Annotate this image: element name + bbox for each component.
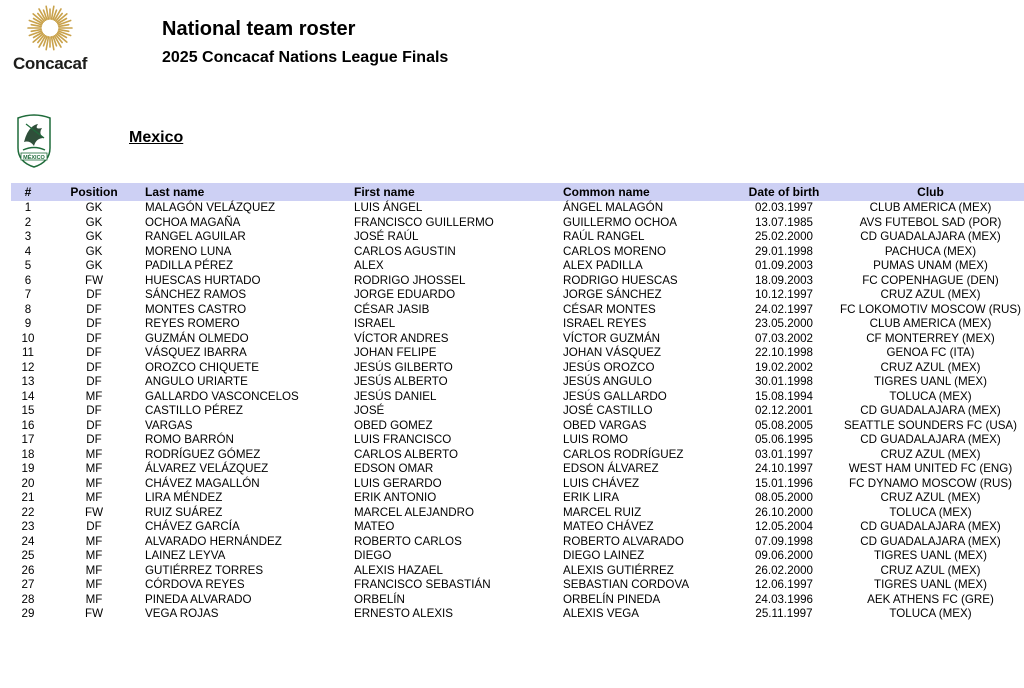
player-position: MF xyxy=(85,447,103,461)
player-first-name: CARLOS ALBERTO xyxy=(354,447,458,461)
player-position: FW xyxy=(84,505,104,519)
player-last-name: LIRA MÉNDEZ xyxy=(145,491,223,504)
player-first-name: EDSON OMAR xyxy=(354,462,434,475)
player-first-name: LUIS ÁNGEL xyxy=(354,201,423,214)
player-first-name: JOHAN FELIPE xyxy=(354,346,437,359)
player-date-of-birth: 07.09.1998 xyxy=(754,534,814,548)
player-date-of-birth: 01.09.2003 xyxy=(754,259,814,272)
player-club: FC DYNAMO MOSCOW (RUS) xyxy=(849,476,1012,490)
player-position: MF xyxy=(85,462,103,475)
player-last-name: GALLARDO VASCONCELOS xyxy=(145,389,299,403)
player-first-name: ISRAEL xyxy=(354,317,396,330)
player-first-name: LUIS GERARDO xyxy=(354,476,442,490)
table-row xyxy=(11,419,1024,434)
table-row xyxy=(11,346,1024,361)
player-common-name: EDSON ÁLVAREZ xyxy=(563,462,659,475)
player-date-of-birth: 02.03.1997 xyxy=(754,201,814,214)
player-club: CRUZ AZUL (MEX) xyxy=(880,360,981,374)
player-date-of-birth: 08.05.2000 xyxy=(754,491,814,504)
player-last-name: MORENO LUNA xyxy=(145,244,232,258)
table-row xyxy=(11,448,1024,463)
player-number: 6 xyxy=(24,273,32,287)
player-number: 9 xyxy=(24,317,32,330)
player-first-name: ERIK ANTONIO xyxy=(354,491,437,504)
player-last-name: GUZMÁN OLMEDO xyxy=(145,331,249,345)
player-position: GK xyxy=(85,244,103,258)
player-last-name: PADILLA PÉREZ xyxy=(145,259,234,272)
player-number: 16 xyxy=(21,418,35,432)
player-number: 10 xyxy=(21,331,35,345)
player-last-name: CHÁVEZ MAGALLÓN xyxy=(145,476,260,490)
player-last-name: ROMO BARRÓN xyxy=(145,433,234,446)
concacaf-logo xyxy=(8,4,92,76)
player-date-of-birth: 25.02.2000 xyxy=(754,230,814,243)
player-common-name: DIEGO LAINEZ xyxy=(563,549,645,562)
player-common-name: CÉSAR MONTES xyxy=(563,302,656,316)
player-common-name: MATEO CHÁVEZ xyxy=(563,520,654,533)
player-first-name: JOSÉ xyxy=(354,404,385,417)
player-number: 4 xyxy=(24,244,32,258)
table-row xyxy=(11,288,1024,303)
player-common-name: MARCEL RUIZ xyxy=(563,505,642,519)
player-first-name: JESÚS DANIEL xyxy=(354,389,437,403)
table-row xyxy=(11,593,1024,608)
player-date-of-birth: 24.02.1997 xyxy=(754,302,814,316)
player-club: FC COPENHAGUE (DEN) xyxy=(862,273,999,287)
player-position: DF xyxy=(86,302,102,316)
player-position: MF xyxy=(85,491,103,504)
table-row xyxy=(11,477,1024,492)
player-position: DF xyxy=(86,404,102,417)
player-date-of-birth: 12.05.2004 xyxy=(754,520,814,533)
player-date-of-birth: 25.11.1997 xyxy=(755,607,813,620)
player-position: DF xyxy=(86,418,102,432)
player-last-name: CÓRDOVA REYES xyxy=(145,578,245,591)
player-number: 5 xyxy=(24,259,32,272)
player-common-name: RODRIGO HUESCAS xyxy=(563,273,678,287)
player-club: TIGRES UANL (MEX) xyxy=(874,375,987,388)
player-club: TOLUCA (MEX) xyxy=(889,505,972,519)
table-row xyxy=(11,607,1024,622)
player-common-name: LUIS CHÁVEZ xyxy=(563,476,640,490)
player-number: 7 xyxy=(24,288,32,301)
table-row xyxy=(11,462,1024,477)
player-number: 13 xyxy=(21,375,35,388)
player-number: 19 xyxy=(21,462,35,475)
player-common-name: JESÚS OROZCO xyxy=(563,360,655,374)
player-first-name: FRANCISCO GUILLERMO xyxy=(354,215,494,229)
player-position: FW xyxy=(84,607,104,620)
player-number: 2 xyxy=(24,215,32,229)
player-number: 21 xyxy=(21,491,35,504)
player-position: MF xyxy=(85,592,103,606)
player-position: MF xyxy=(85,578,103,591)
player-first-name: ROBERTO CARLOS xyxy=(354,534,462,548)
team-name: Mexico xyxy=(129,129,184,146)
player-common-name: ÁNGEL MALAGÓN xyxy=(563,201,664,214)
player-club: CRUZ AZUL (MEX) xyxy=(880,288,981,301)
player-last-name: HUESCAS HURTADO xyxy=(145,273,261,287)
player-first-name: JORGE EDUARDO xyxy=(354,288,456,301)
player-number: 18 xyxy=(21,447,35,461)
table-row xyxy=(11,245,1024,260)
player-common-name: VÍCTOR GUZMÁN xyxy=(563,331,661,345)
table-row xyxy=(11,216,1024,231)
player-first-name: ALEX xyxy=(354,259,384,272)
player-date-of-birth: 24.03.1996 xyxy=(754,592,814,606)
player-position: GK xyxy=(85,215,103,229)
player-position: GK xyxy=(85,201,103,214)
player-common-name: ALEXIS VEGA xyxy=(563,607,640,620)
player-number: 11 xyxy=(21,346,35,359)
table-row xyxy=(11,433,1024,448)
sun-emblem-icon xyxy=(26,4,74,52)
player-first-name: JOSÉ RAÚL xyxy=(354,230,419,243)
player-last-name: PINEDA ALVARADO xyxy=(145,592,252,606)
player-last-name: RODRÍGUEZ GÓMEZ xyxy=(145,447,261,461)
player-last-name: CHÁVEZ GARCÍA xyxy=(145,520,240,533)
table-row xyxy=(11,230,1024,245)
player-common-name: JESÚS ANGULO xyxy=(563,375,652,388)
player-number: 3 xyxy=(24,230,32,243)
player-position: DF xyxy=(86,360,102,374)
table-row xyxy=(11,259,1024,274)
table-row xyxy=(11,491,1024,506)
player-club: SEATTLE SOUNDERS FC (USA) xyxy=(843,418,1018,432)
player-last-name: MONTES CASTRO xyxy=(145,302,247,316)
player-club: AVS FUTEBOL SAD (POR) xyxy=(859,215,1002,229)
player-club: CD GUADALAJARA (MEX) xyxy=(860,404,1001,417)
player-last-name: LAINEZ LEYVA xyxy=(145,549,226,562)
player-club: CLUB AMERICA (MEX) xyxy=(869,201,992,214)
player-number: 15 xyxy=(21,404,35,417)
table-header-row xyxy=(11,183,1024,201)
player-first-name: MARCEL ALEJANDRO xyxy=(354,505,475,519)
player-number: 17 xyxy=(21,433,35,446)
player-common-name: JOHAN VÁSQUEZ xyxy=(563,346,661,359)
player-club: AEK ATHENS FC (GRE) xyxy=(867,592,994,606)
player-last-name: OCHOA MAGAÑA xyxy=(145,215,241,229)
player-common-name: JORGE SÁNCHEZ xyxy=(563,288,662,301)
table-row xyxy=(11,535,1024,550)
table-row xyxy=(11,317,1024,332)
player-date-of-birth: 05.06.1995 xyxy=(754,433,814,446)
player-first-name: DIEGO xyxy=(354,549,392,562)
player-common-name: ORBELÍN PINEDA xyxy=(563,592,661,606)
player-first-name: ORBELÍN xyxy=(354,592,405,606)
table-row xyxy=(11,303,1024,318)
player-date-of-birth: 26.02.2000 xyxy=(754,563,814,577)
player-date-of-birth: 23.05.2000 xyxy=(754,317,814,330)
player-club: FC LOKOMOTIV MOSCOW (RUS) xyxy=(840,302,1021,316)
column-header-date-of-birth: Date of birth xyxy=(733,183,835,201)
player-common-name: ALEX PADILLA xyxy=(563,259,643,272)
player-number: 20 xyxy=(21,476,35,490)
table-row xyxy=(11,390,1024,405)
player-date-of-birth: 07.03.2002 xyxy=(754,331,814,345)
player-date-of-birth: 22.10.1998 xyxy=(754,346,814,359)
player-date-of-birth: 05.08.2005 xyxy=(754,418,814,432)
player-last-name: ÁLVAREZ VELÁZQUEZ xyxy=(145,462,269,475)
player-last-name: VÁSQUEZ IBARRA xyxy=(145,346,247,359)
player-date-of-birth: 24.10.1997 xyxy=(754,462,814,475)
player-common-name: ROBERTO ALVARADO xyxy=(563,534,684,548)
player-position: MF xyxy=(85,476,103,490)
table-row xyxy=(11,520,1024,535)
page-title: National team roster xyxy=(162,18,356,40)
player-first-name: CÉSAR JASIB xyxy=(354,302,430,316)
player-first-name: MATEO xyxy=(354,520,395,533)
player-club: CRUZ AZUL (MEX) xyxy=(880,563,981,577)
player-common-name: ISRAEL REYES xyxy=(563,317,647,330)
player-number: 8 xyxy=(24,302,32,316)
table-row xyxy=(11,274,1024,289)
roster-table xyxy=(11,183,1024,622)
player-club: WEST HAM UNITED FC (ENG) xyxy=(848,462,1013,475)
player-number: 23 xyxy=(21,520,35,533)
column-header-first-name: First name xyxy=(354,183,563,201)
column-header-position: Position xyxy=(45,183,143,201)
player-position: MF xyxy=(85,549,103,562)
player-last-name: VARGAS xyxy=(145,418,193,432)
brand-wordmark: Concacaf xyxy=(12,54,88,73)
player-club: CRUZ AZUL (MEX) xyxy=(880,447,981,461)
federation-crest-icon xyxy=(14,112,54,168)
player-club: TIGRES UANL (MEX) xyxy=(874,549,987,562)
player-last-name: ALVARADO HERNÁNDEZ xyxy=(145,534,282,548)
player-position: MF xyxy=(85,534,103,548)
player-position: DF xyxy=(86,375,102,388)
player-common-name: ALEXIS GUTIÉRREZ xyxy=(563,563,674,577)
player-last-name: OROZCO CHIQUETE xyxy=(145,360,260,374)
player-position: DF xyxy=(86,331,102,345)
column-header-club: Club xyxy=(835,183,1024,201)
player-club: TOLUCA (MEX) xyxy=(889,607,972,620)
mexico-crest xyxy=(14,112,54,168)
player-common-name: RAÚL RANGEL xyxy=(563,230,645,243)
player-date-of-birth: 29.01.1998 xyxy=(754,244,814,258)
table-row xyxy=(11,332,1024,347)
player-common-name: JOSÉ CASTILLO xyxy=(563,404,653,417)
player-club: PACHUCA (MEX) xyxy=(884,244,977,258)
player-first-name: JESÚS GILBERTO xyxy=(354,360,453,374)
player-first-name: ALEXIS HAZAEL xyxy=(354,563,443,577)
player-club: CD GUADALAJARA (MEX) xyxy=(860,433,1001,446)
table-row xyxy=(11,404,1024,419)
player-first-name: RODRIGO JHOSSEL xyxy=(354,273,466,287)
player-first-name: FRANCISCO SEBASTIÁN xyxy=(354,578,491,591)
player-date-of-birth: 30.01.1998 xyxy=(754,375,814,388)
player-common-name: ERIK LIRA xyxy=(563,491,620,504)
player-club: PUMAS UNAM (MEX) xyxy=(873,259,988,272)
player-position: GK xyxy=(85,230,103,243)
player-common-name: LUIS ROMO xyxy=(563,433,629,446)
player-club: CD GUADALAJARA (MEX) xyxy=(860,534,1001,548)
player-first-name: VÍCTOR ANDRES xyxy=(354,331,449,345)
player-first-name: OBED GOMEZ xyxy=(354,418,433,432)
player-date-of-birth: 12.06.1997 xyxy=(754,578,814,591)
player-club: CD GUADALAJARA (MEX) xyxy=(860,230,1001,243)
player-club: CLUB AMERICA (MEX) xyxy=(869,317,992,330)
player-position: DF xyxy=(86,288,102,301)
player-date-of-birth: 03.01.1997 xyxy=(754,447,814,461)
column-header-common-name: Common name xyxy=(563,183,733,201)
player-position: MF xyxy=(85,389,103,403)
player-number: 29 xyxy=(21,607,35,620)
player-number: 26 xyxy=(21,563,35,577)
table-row xyxy=(11,361,1024,376)
player-first-name: JESÚS ALBERTO xyxy=(354,375,448,388)
column-header-number: # xyxy=(11,183,45,201)
player-last-name: VEGA ROJAS xyxy=(145,607,219,620)
player-club: TIGRES UANL (MEX) xyxy=(874,578,987,591)
player-club: CD GUADALAJARA (MEX) xyxy=(860,520,1001,533)
player-club: CF MONTERREY (MEX) xyxy=(866,331,995,345)
player-number: 22 xyxy=(21,505,35,519)
player-common-name: OBED VARGAS xyxy=(563,418,647,432)
table-row xyxy=(11,578,1024,593)
player-last-name: GUTIÉRREZ TORRES xyxy=(145,563,264,577)
player-number: 28 xyxy=(21,592,35,606)
player-last-name: RANGEL AGUILAR xyxy=(145,230,246,243)
player-position: FW xyxy=(84,273,104,287)
player-position: GK xyxy=(85,259,103,272)
player-last-name: CASTILLO PÉREZ xyxy=(145,404,243,417)
player-number: 24 xyxy=(21,534,35,548)
player-club: TOLUCA (MEX) xyxy=(889,389,972,403)
table-row xyxy=(11,201,1024,216)
player-date-of-birth: 09.06.2000 xyxy=(754,549,814,562)
player-last-name: ANGULO URIARTE xyxy=(145,375,248,388)
player-last-name: SÁNCHEZ RAMOS xyxy=(145,288,247,301)
player-club: CRUZ AZUL (MEX) xyxy=(880,491,981,504)
player-date-of-birth: 26.10.2000 xyxy=(754,505,814,519)
player-number: 25 xyxy=(21,549,35,562)
table-row xyxy=(11,506,1024,521)
player-last-name: REYES ROMERO xyxy=(145,317,240,330)
player-position: DF xyxy=(86,346,102,359)
player-position: DF xyxy=(86,520,102,533)
player-date-of-birth: 15.01.1996 xyxy=(754,476,814,490)
column-header-last-name: Last name xyxy=(143,183,354,201)
page-subtitle: 2025 Concacaf Nations League Finals xyxy=(162,49,449,66)
player-date-of-birth: 02.12.2001 xyxy=(754,404,814,417)
player-date-of-birth: 13.07.1985 xyxy=(754,215,814,229)
player-date-of-birth: 19.02.2002 xyxy=(754,360,814,374)
player-common-name: CARLOS RODRÍGUEZ xyxy=(563,447,684,461)
player-common-name: JESÚS GALLARDO xyxy=(563,389,667,403)
player-date-of-birth: 10.12.1997 xyxy=(754,288,814,301)
player-last-name: MALAGÓN VELÁZQUEZ xyxy=(145,201,276,214)
player-first-name: ERNESTO ALEXIS xyxy=(354,607,454,620)
player-first-name: CARLOS AGUSTIN xyxy=(354,244,456,258)
player-date-of-birth: 15.08.1994 xyxy=(754,389,814,403)
player-number: 14 xyxy=(21,389,35,403)
player-number: 1 xyxy=(24,201,32,214)
crest-label: MÉXICO xyxy=(23,155,45,161)
player-number: 27 xyxy=(21,578,35,591)
table-row xyxy=(11,549,1024,564)
player-last-name: RUIZ SUÁREZ xyxy=(145,505,223,519)
player-position: DF xyxy=(86,317,102,330)
player-number: 12 xyxy=(21,360,35,374)
player-common-name: GUILLERMO OCHOA xyxy=(563,215,678,229)
player-common-name: SEBASTIAN CORDOVA xyxy=(563,578,690,591)
table-row xyxy=(11,375,1024,390)
player-position: DF xyxy=(86,433,102,446)
player-position: MF xyxy=(85,563,103,577)
table-row xyxy=(11,564,1024,579)
player-club: GENOA FC (ITA) xyxy=(886,346,975,359)
player-date-of-birth: 18.09.2003 xyxy=(754,273,814,287)
player-common-name: CARLOS MORENO xyxy=(563,244,667,258)
player-first-name: LUIS FRANCISCO xyxy=(354,433,452,446)
